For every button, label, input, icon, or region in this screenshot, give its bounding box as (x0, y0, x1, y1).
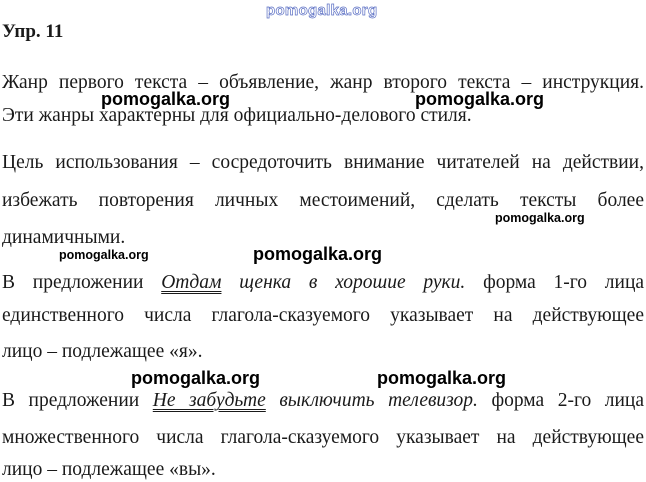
paragraph-2-line-2: избежать повторения личных местоимений, сделать тексты более (2, 190, 644, 211)
exercise-title: Упр. 11 (2, 21, 64, 42)
paragraph-1-line-2: Эти жанры характерны для официально-делового стиля. (2, 105, 472, 126)
paragraph-3-line-1 (2, 271, 644, 295)
paragraph-3-prefix: В предложении (2, 272, 144, 293)
paragraph-3-suffix: форма 1-го лица (483, 272, 645, 293)
watermark: pomogalka.org (253, 244, 383, 264)
paragraph-1-line-1: Жанр первого текста – объявление, жанр второго текста – инструкция. (2, 72, 644, 93)
watermark: pomogalka.org (101, 89, 231, 109)
watermark: pomogalka.org (415, 89, 545, 109)
paragraph-4-line-3: лицо – подлежащее «вы». (2, 459, 216, 480)
watermark: pomogalka.org (377, 368, 507, 388)
paragraph-4-prefix: В предложении (2, 390, 140, 411)
example-2-rest: выключить телевизор. (279, 390, 478, 411)
example-sentence-2 (153, 390, 478, 411)
example-2-predicate: Не забудьте (152, 390, 266, 411)
paragraph-3-line-3: лицо – подлежащее «я». (2, 341, 203, 362)
paragraph-4-suffix: форма 2-го лица (491, 390, 645, 411)
paragraph-4-line-2: множественного числа глагола-сказуемого указывает на действующее (2, 427, 644, 448)
watermark: pomogalka.org (495, 211, 585, 225)
example-1-predicate: Отдам (161, 272, 222, 293)
example-sentence-1 (161, 272, 465, 293)
watermark: pomogalka.org (59, 248, 149, 262)
watermark-top: pomogalka.org (266, 2, 378, 19)
paragraph-2-line-1: Цель использования – сосредоточить внимание читателей на действии, (2, 152, 644, 173)
paragraph-2-line-3: динамичными. (2, 227, 126, 248)
paragraph-4-line-1 (2, 389, 644, 413)
example-1-rest: щенка в хорошие руки. (239, 272, 466, 293)
paragraph-3-line-2: единственного числа глагола-сказуемого указывает на действующее (2, 305, 644, 326)
watermark: pomogalka.org (131, 368, 261, 388)
